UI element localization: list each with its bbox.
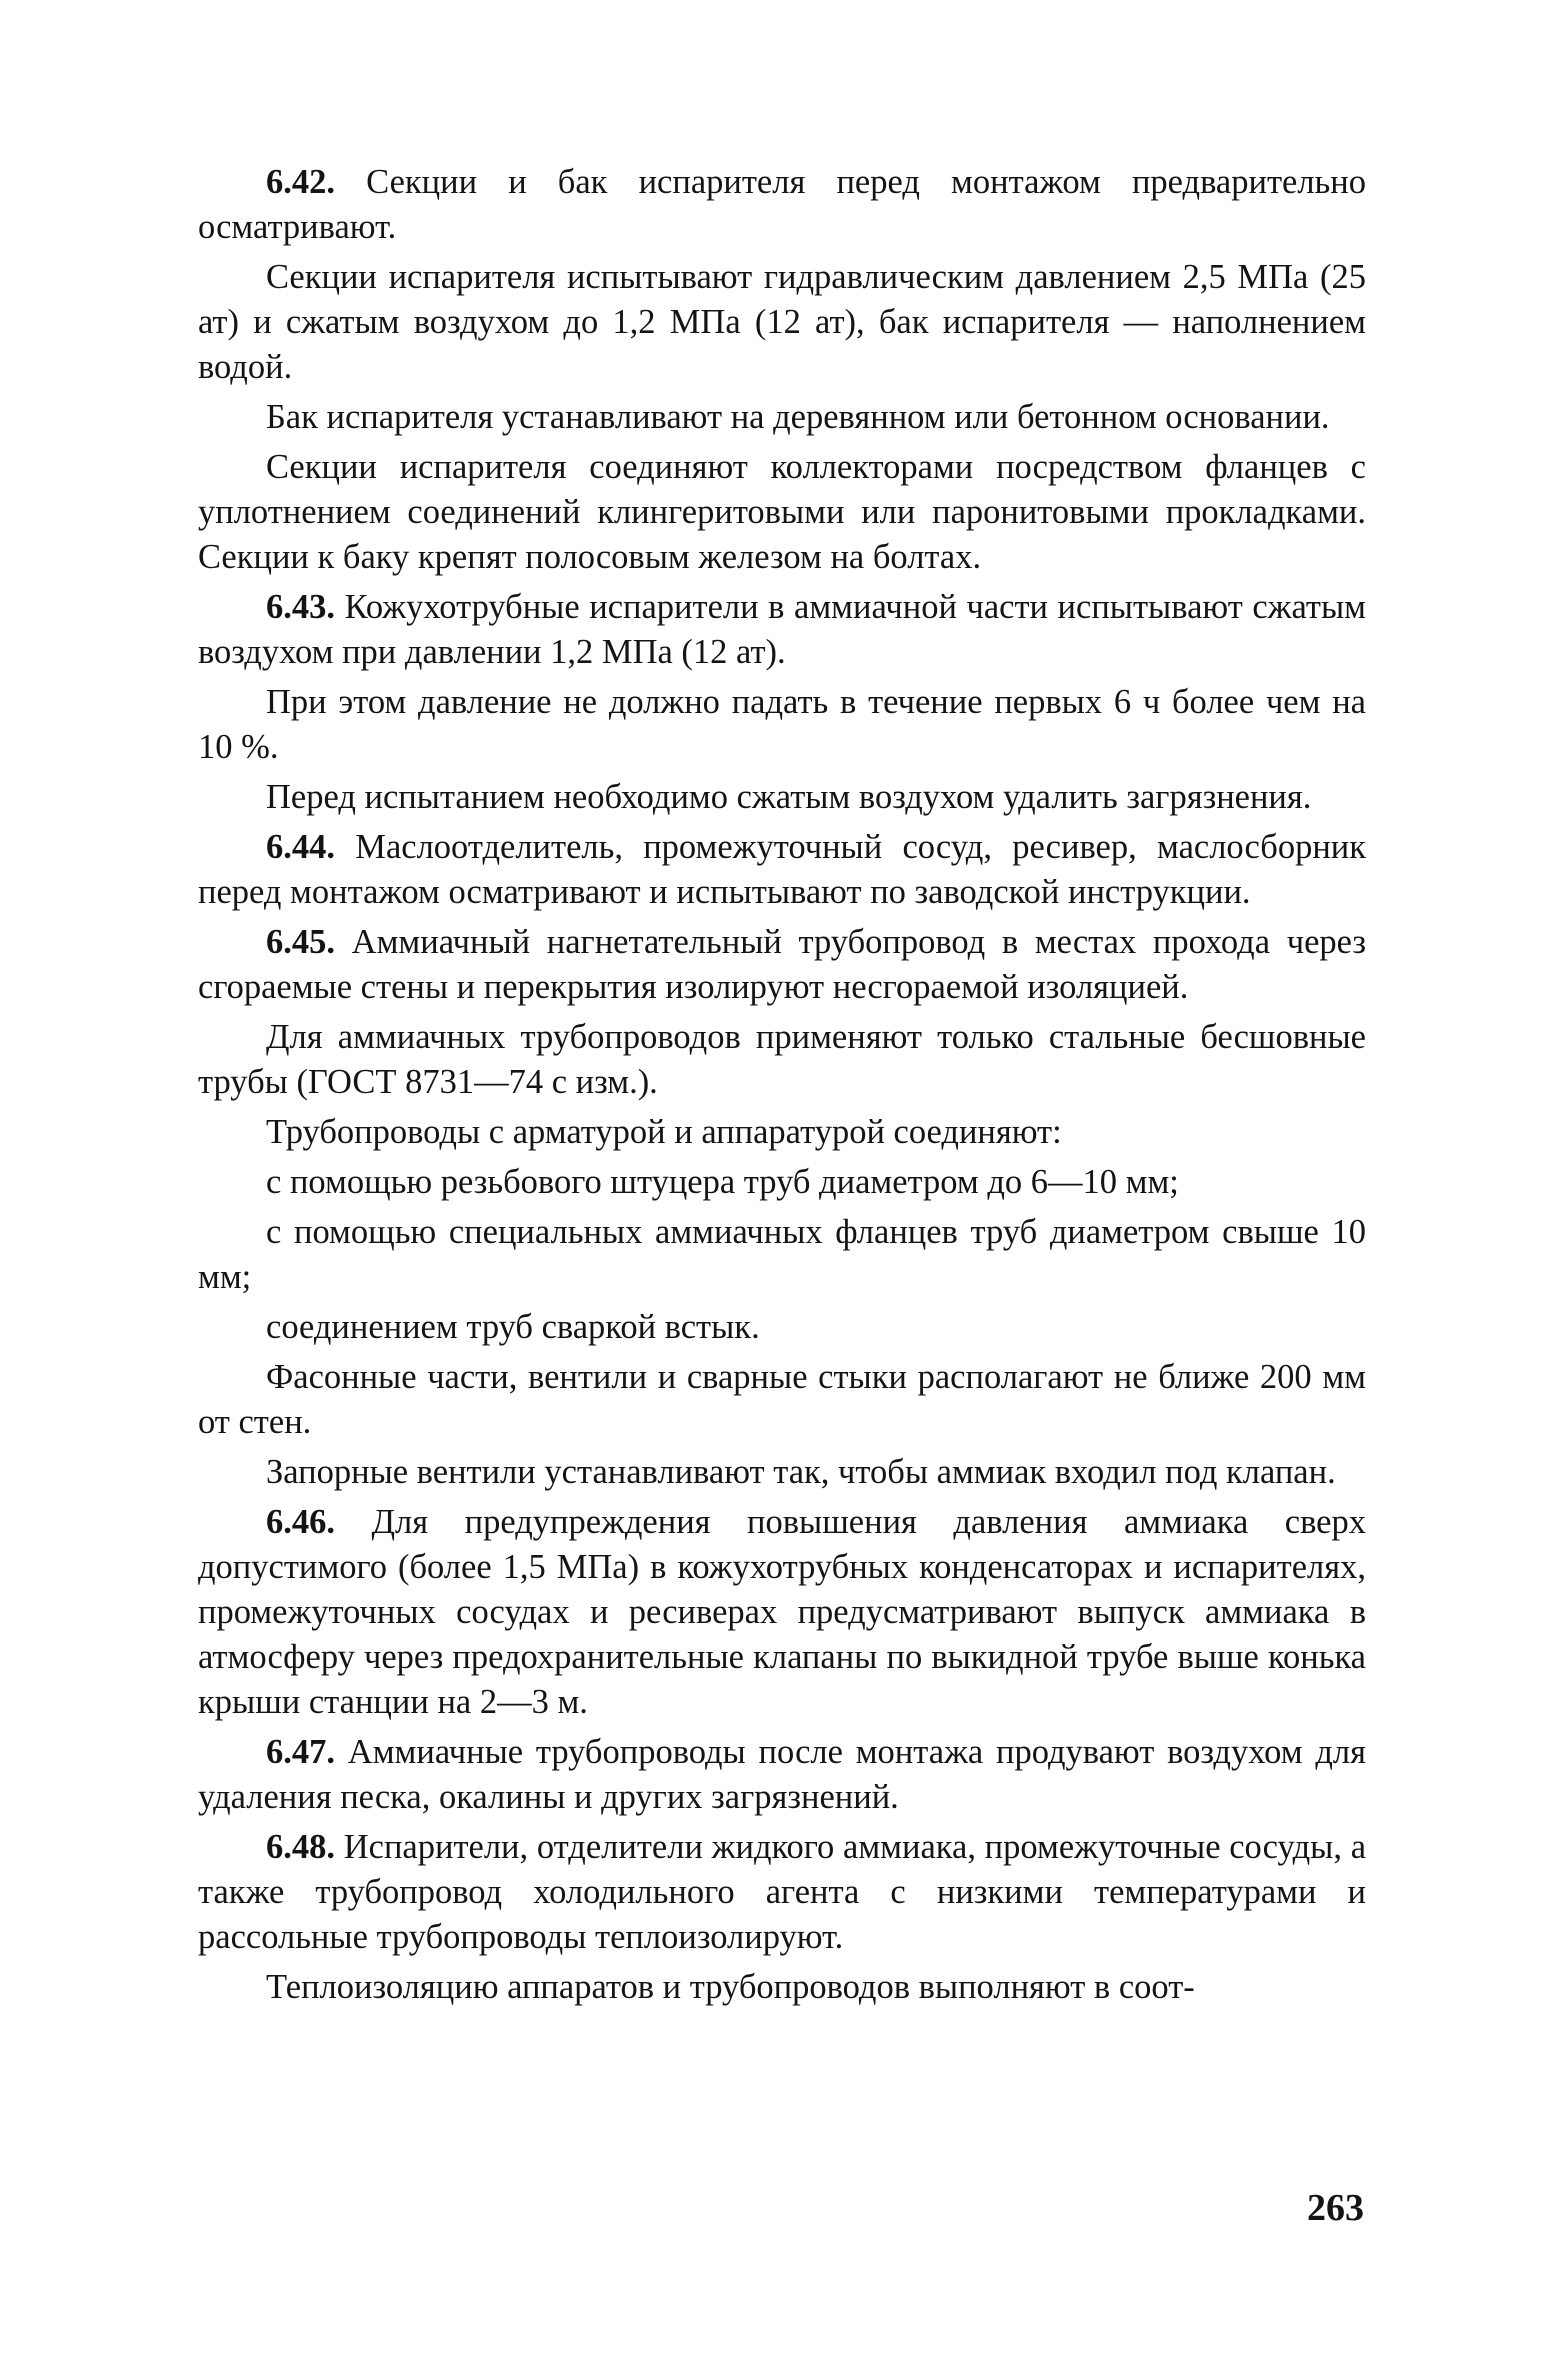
paragraph-text: Аммиачный нагнетательный трубопровод в местах прохода через сгораемые стены и перекрытия изолируют несгораемой изоляцией. bbox=[198, 923, 1366, 1006]
section-number: 6.46. bbox=[266, 1503, 335, 1541]
paragraph-text: При этом давление не должно падать в течение первых 6 ч более чем на 10 %. bbox=[198, 683, 1366, 766]
paragraph-text: Маслоотделитель, промежуточный сосуд, ресивер, маслосборник перед монтажом осматривают и испытывают по заводской инструкции. bbox=[198, 828, 1367, 911]
paragraph bbox=[198, 255, 1366, 390]
paragraph-text: Секции испарителя испытывают гидравлическим давлением 2,5 МПа (25 ат) и сжатым воздухом до 1,2 МПа (12 ат), бак испарителя — наполнением водой. bbox=[198, 258, 1366, 386]
paragraph-text: соединением труб сваркой встык. bbox=[266, 1308, 760, 1346]
section-number: 6.47. bbox=[266, 1733, 335, 1771]
paragraph bbox=[198, 1965, 1366, 2010]
paragraph-text: Теплоизоляцию аппаратов и трубопроводов выполняют в соот- bbox=[266, 1968, 1195, 2006]
paragraph-6-43 bbox=[198, 585, 1366, 675]
paragraph-text: Фасонные части, вентили и сварные стыки располагают не ближе 200 мм от стен. bbox=[198, 1358, 1366, 1441]
paragraph bbox=[198, 1450, 1366, 1495]
section-number: 6.48. bbox=[266, 1828, 335, 1866]
paragraph-text: Перед испытанием необходимо сжатым воздухом удалить загрязнения. bbox=[266, 778, 1312, 816]
paragraph bbox=[198, 445, 1366, 580]
paragraph-text: Секции и бак испарителя перед монтажом предварительно осматривают. bbox=[198, 163, 1366, 246]
paragraph-text: Кожухотрубные испарители в аммиачной части испытывают сжатым воздухом при давлении 1,2 МПа (12 ат). bbox=[198, 588, 1367, 671]
page-text-body bbox=[198, 160, 1366, 2015]
paragraph-6-46 bbox=[198, 1500, 1366, 1725]
paragraph bbox=[198, 775, 1366, 820]
paragraph-text: Бак испарителя устанавливают на деревянном или бетонном основании. bbox=[266, 398, 1330, 436]
paragraph-6-48 bbox=[198, 1825, 1366, 1960]
paragraph bbox=[198, 1355, 1366, 1445]
paragraph-text: Секции испарителя соединяют коллекторами посредством фланцев с уплотнением соединений клингеритовыми или паронитовыми прокладками. Секции к баку крепят полосовым железом на болтах. bbox=[198, 448, 1366, 576]
paragraph-text: Трубопроводы с арматурой и аппаратурой соединяют: bbox=[266, 1113, 1062, 1151]
paragraph-text: с помощью резьбового штуцера труб диаметром до 6—10 мм; bbox=[266, 1163, 1179, 1201]
section-number: 6.42. bbox=[266, 163, 335, 201]
paragraph-text: Аммиачные трубопроводы после монтажа продувают воздухом для удаления песка, окалины и других загрязнений. bbox=[198, 1733, 1366, 1816]
paragraph-6-44 bbox=[198, 825, 1366, 915]
paragraph-6-45 bbox=[198, 920, 1366, 1010]
section-number: 6.44. bbox=[266, 828, 335, 866]
paragraph bbox=[198, 680, 1366, 770]
paragraph-6-47 bbox=[198, 1730, 1366, 1820]
paragraph-text: с помощью специальных аммиачных фланцев труб диаметром свыше 10 мм; bbox=[198, 1213, 1366, 1296]
paragraph bbox=[198, 1110, 1366, 1155]
paragraph-text: Для аммиачных трубопроводов применяют только стальные бесшовные трубы (ГОСТ 8731—74 с изм.). bbox=[198, 1018, 1366, 1101]
paragraph-text: Испарители, отделители жидкого аммиака, промежуточные сосуды, а также трубопровод холодильного агента с низкими температурами и рассольные трубопроводы теплоизолируют. bbox=[198, 1828, 1367, 1956]
paragraph-text: Запорные вентили устанавливают так, чтобы аммиак входил под клапан. bbox=[266, 1453, 1336, 1491]
paragraph bbox=[198, 395, 1366, 440]
section-number: 6.43. bbox=[266, 588, 335, 626]
paragraph-text: Для предупреждения повышения давления аммиака сверх допустимого (более 1,5 МПа) в кожухотрубных конденсаторах и испарителях, промежуточных сосудах и ресиверах предусматривают выпуск аммиака в атмосферу через предохранительные клапаны по выкидной трубе выше конька крыши станции на 2—3 м. bbox=[198, 1503, 1366, 1721]
paragraph bbox=[198, 1305, 1366, 1350]
paragraph-6-42 bbox=[198, 160, 1366, 250]
paragraph bbox=[198, 1210, 1366, 1300]
paragraph bbox=[198, 1160, 1366, 1205]
page-number: 263 bbox=[1307, 2187, 1364, 2229]
paragraph bbox=[198, 1015, 1366, 1105]
section-number: 6.45. bbox=[266, 923, 335, 961]
